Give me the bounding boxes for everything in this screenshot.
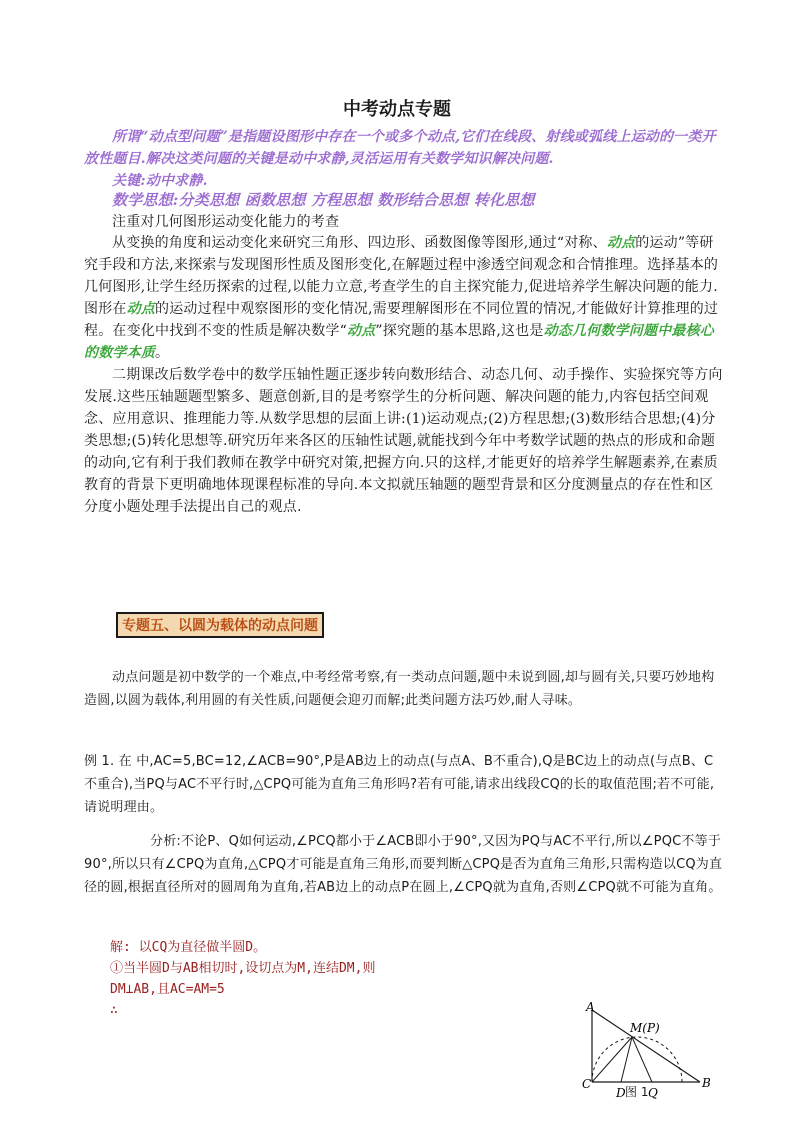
intro-definition: 所谓“动点型问题”是指题设图形中存在一个或多个动点,它们在线段、射线或弧线上运动的一类开放性题目.解决这类问题的关键是动中求静,灵活运用有关数学知识解决问题. bbox=[84, 129, 716, 167]
label-m-p: M(P) bbox=[630, 1021, 660, 1035]
solution-line-3: DM⊥AB,且AC=AM=5 bbox=[110, 982, 225, 997]
solution-line-1: 解: 以CQ为直径做半圆D。 bbox=[110, 940, 267, 955]
paragraph-1-text-5: 。 bbox=[155, 345, 170, 361]
solution-line-4: ∴ bbox=[110, 1003, 118, 1018]
highlight-dongdian-1: 动点 bbox=[606, 235, 636, 251]
paragraph-1-text-2: 的运动”等研究手段和方法,来探索与发现图形性质及图形变化,在解题过程中渗透空间观念和合情推理。选择基本的几何图形,让学生经历探索的过程,以能力立意,考查学生的自主探究能力,促进培养学生解决问题的能力.图形在 bbox=[84, 235, 719, 317]
label-b: B bbox=[702, 1076, 711, 1090]
analysis: 分析:不论P、Q如何运动,∠PCQ都小于∠ACB即小于90°,又因为PQ与AC不平行,所以∠PQC不等于90°,所以只有∠CPQ为直角,△CPQ才可能是直角三角形,而要判断△CPQ是否为直角三角形,只需构造以CQ为直径的圆,根据直径所对的圆周角为直角,若AB边上的动点P在圆上,∠CPQ就为直角,否则∠CPQ就不可能为直角。 bbox=[84, 834, 723, 895]
highlight-dongdian-2: 动点 bbox=[126, 301, 156, 317]
label-a: A bbox=[586, 1000, 595, 1014]
highlight-dongdian-3: 动点 bbox=[346, 323, 376, 339]
page-title: 中考动点专题 bbox=[343, 99, 451, 120]
solution-line-2: ①当半圆D与AB相切时,设切点为M,连结DM,则 bbox=[110, 961, 376, 976]
label-d: D bbox=[616, 1086, 626, 1100]
figure-caption: 图 1 bbox=[625, 1085, 649, 1099]
example-1: 例 1. 在 中,AC=5,BC=12,∠ACB=90°,P是AB边上的动点(与点A、B不重合),Q是BC边上的动点(与点B、C不重合),当PQ与AC不平行时,△CPQ可能为直角三角形吗?若有可能,请求出线段CQ的长的取值范围;若不可能,请说明理由。 bbox=[84, 754, 715, 815]
paragraph-1 bbox=[84, 232, 724, 364]
section-intro: 动点问题是初中数学的一个难点,中考经常考察,有一类动点问题,题中未说到圆,却与圆有关,只要巧妙地构造圆,以圆为载体,利用圆的有关性质,问题便会迎刃而解;此类问题方法巧妙,耐人寻味。 bbox=[84, 670, 715, 708]
label-q: Q bbox=[648, 1086, 658, 1100]
paragraph-1-text-1: 从变换的角度和运动变化来研究三角形、四边形、函数图像等图形,通过“对称、 bbox=[112, 235, 607, 251]
intro-focus: 注重对几何图形运动变化能力的考查 bbox=[112, 214, 340, 230]
intro-thinking: 数学思想:分类思想 函数思想 方程思想 数形结合思想 转化思想 bbox=[112, 191, 535, 209]
paragraph-1-text-4: ”探究题的基本思路,这也是 bbox=[375, 323, 544, 339]
label-c: C bbox=[582, 1077, 592, 1091]
intro-key: 关键:动中求静. bbox=[112, 173, 208, 189]
section-title: 专题五、以圆为载体的动点问题 bbox=[116, 612, 324, 638]
semicircle-d bbox=[592, 1037, 682, 1082]
paragraph-2: 二期课改后数学卷中的数学压轴性题正逐步转向数形结合、动态几何、动手操作、实验探究等方向发展.这些压轴题题型繁多、题意创新,目的是考察学生的分析问题、解决问题的能力,内容包括空间观念、应用意识、推理能力等.从数学思想的层面上讲:(1)运动观点;(2)方程思想;(3)数形结合思想;(4)分类思想;(5)转化思想等.研究历年来各区的压轴性试题,就能找到今年中考数学试题的热点的形成和命题的动向,它有利于我们教师在教学中研究对策,把握方向.只的这样,才能更好的培养学生解题素养,在素质教育的背景下更明确地体现课程标准的导向.本文拟就压轴题的题型背景和区分度测量点的存在性和区分度小题处理手法提出自己的观点. bbox=[84, 367, 723, 515]
highlight-core-essence: 动态几何数学问题中最核心的数学本质 bbox=[84, 323, 714, 361]
paragraph-1-text-3: 的运动过程中观察图形的变化情况,需要理解图形在不同位置的情况,才能做好计算推理的过程。在变化中找到不变的性质是解决数学“ bbox=[84, 301, 719, 339]
